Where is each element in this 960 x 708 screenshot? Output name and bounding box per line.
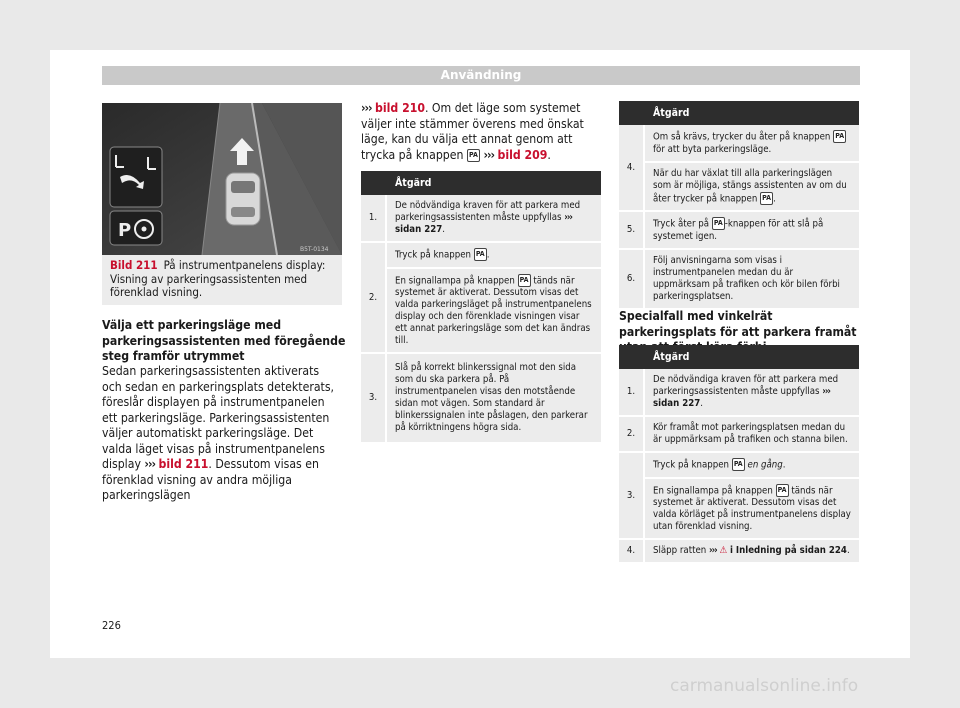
figure-link[interactable]: bild 209	[497, 147, 548, 162]
intro-paragraph: ››› bild 210. Om det läge som systemet väljer inte stämmer överens med önskat läge, kan du välja ett annat genom att trycka på knappen PA ››› bild 209.	[361, 101, 584, 162]
parking-display-illustration	[102, 103, 342, 255]
park-assist-button-icon: PA	[776, 484, 789, 497]
svg-text:P: P	[118, 220, 132, 241]
instrument-display-figure	[102, 103, 342, 255]
table-row: 5. Tryck åter på PA -knappen för att slå på systemet igen.	[619, 212, 859, 250]
park-assist-button-icon: PA	[760, 192, 773, 205]
park-assist-button-icon: PA	[474, 248, 487, 261]
figure-label: Bild 211	[110, 258, 158, 272]
park-assist-button-icon: PA	[712, 217, 725, 230]
table-row: 2. Tryck på knappen PA . En signallampa på knappen PA tänds när systemet är aktiverat. Dessutom visas det valda parkeringsläget på instrumentpanelens display och den förenklade visningen visar ett annat parkeringsläge som det kan ändras till.	[361, 243, 601, 354]
table-row: 3. Slå på korrekt blinkerssignal mot den sida som du ska parkera på. På instrumentpanelen visas den motstående sidan mot vägen. Som standard är blinkerssignalen inte påslagen, den parkerar på körriktningens högra sida.	[361, 354, 601, 444]
table-row: 2. Kör framåt mot parkeringsplatsen medan du är uppmärksam på trafiken och stanna bilen.	[619, 417, 859, 453]
section-header: Användning	[102, 66, 860, 85]
figure-caption	[102, 255, 342, 305]
table-row: 1. De nödvändiga kraven för att parkera med parkeringsassistenten måste uppfyllas ››› sidan 227.	[619, 369, 859, 417]
section-heading: Välja ett parkeringsläge med parkeringsassistenten med föregående steg framför utrymmet	[102, 318, 346, 363]
figure-caption-text: På instrumentpanelens display: Visning av parkeringsassistenten med förenklad visning.	[110, 258, 326, 299]
table-header: Åtgärd	[387, 171, 601, 195]
special-case-heading: Specialfall med vinkelrät parkeringsplats för att parkera framåt	[619, 309, 857, 339]
special-case-steps-table	[619, 345, 859, 564]
steps-table	[361, 171, 601, 444]
steps-table-continued	[619, 101, 859, 310]
table-row: 1. De nödvändiga kraven för att parkera med parkeringsassistenten måste uppfyllas ››› sidan 227.	[361, 195, 601, 243]
park-assist-button-icon: PA	[833, 130, 846, 143]
park-assist-button-icon: PA	[518, 274, 531, 287]
table-row: 6. Följ anvisningarna som visas i instrumentpanelen medan du är uppmärksam på trafiken och kör bilen förbi parkeringsplatsen.	[619, 250, 859, 310]
park-assist-button-icon: PA	[732, 458, 745, 471]
svg-text:B5T-0134: B5T-0134	[300, 246, 329, 253]
warning-icon: ⚠	[719, 545, 728, 556]
figure-link[interactable]: bild 211	[158, 457, 209, 471]
park-assist-button-icon: PA	[467, 149, 480, 162]
figure-link[interactable]: bild 210	[375, 101, 425, 115]
table-row: 3. Tryck på knappen PA en gång. En signallampa på knappen PA tänds när systemet är aktiverat. Dessutom visas det valda körläget på instrumentpanelens display utan förenklad visning.	[619, 453, 859, 540]
watermark: carmanualsonline.info	[670, 676, 859, 696]
body-paragraph: Sedan parkeringsassistenten aktiverats och sedan en parkeringsplats detekterats, föreslår displayen på instrumentpanelen ett parkeringsläge. Parkeringsassistenten väljer automatiskt parkeringsläge. Det valda läget visas på instrumentpanelens display ››› bild 211. Dessutom visas en förenklad visning av andra möjliga parkeringslägen	[102, 364, 335, 502]
table-row: 4. Om så krävs, trycker du åter på knappen PA för att byta parkeringsläge. När du har växlat till alla parkeringslägen som är möjliga, stängs assistenten av om du åter trycker på knappen PA .	[619, 125, 859, 212]
table-header: Åtgärd	[645, 101, 859, 125]
table-row: 4. Släpp ratten ››› ⚠ i Inledning på sidan 224.	[619, 540, 859, 564]
table-header: Åtgärd	[645, 345, 859, 369]
page-number: 226	[102, 619, 121, 632]
